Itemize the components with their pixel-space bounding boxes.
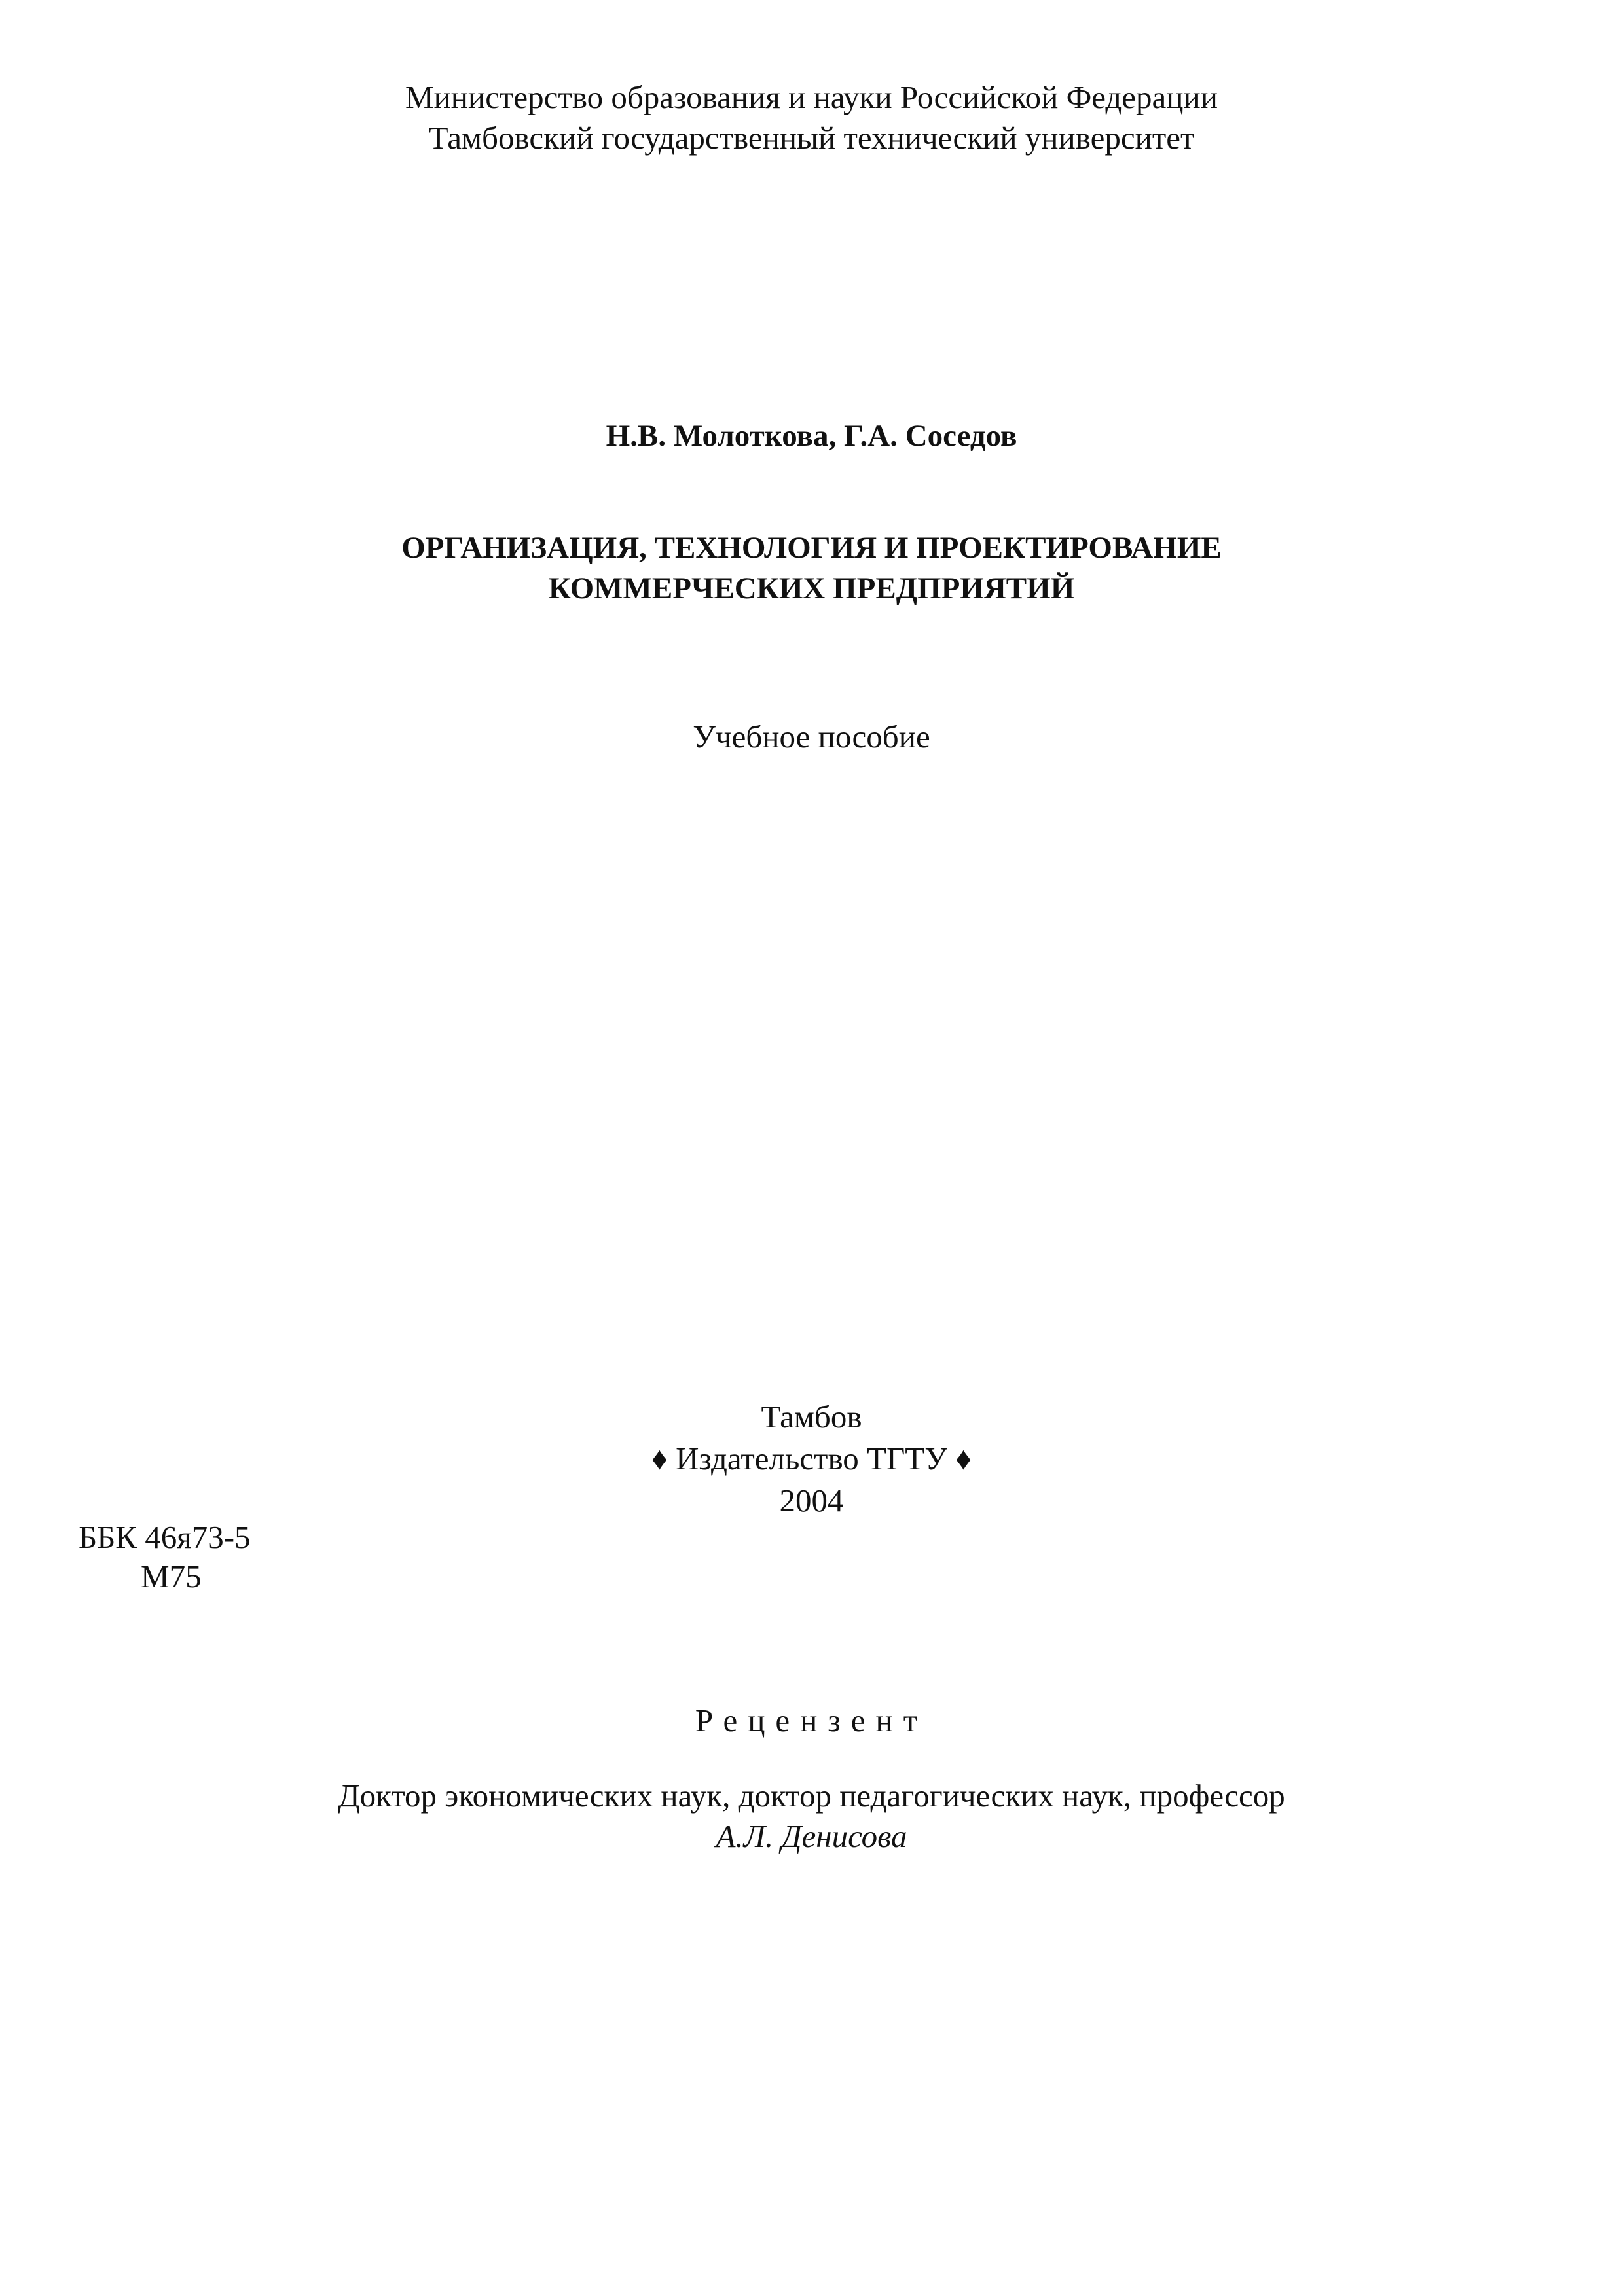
imprint-year: 2004 xyxy=(779,1482,844,1518)
reviewer-heading xyxy=(0,1700,1623,1741)
authors-names: Н.В. Молоткова, Г.А. Соседов xyxy=(606,419,1017,453)
publisher-header xyxy=(0,77,1623,158)
ministry-name: Министерство образования и науки Российской Федерации xyxy=(405,79,1218,115)
reviewer-block xyxy=(0,1776,1623,1857)
reviewer-heading-text: Рецензент xyxy=(695,1702,928,1738)
imprint-publisher: ♦ Издательство ТГТУ ♦ xyxy=(651,1441,972,1477)
reviewer-position: Доктор экономических наук, доктор педагогических наук, профессор xyxy=(338,1778,1285,1814)
imprint-city: Тамбов xyxy=(761,1399,862,1435)
book-type: Учебное пособие xyxy=(693,719,930,755)
book-title-line-2: КОММЕРЧЕСКИХ ПРЕДПРИЯТИЙ xyxy=(548,571,1075,605)
book-subtitle xyxy=(0,717,1623,757)
bbk-code: ББК 46я73-5 xyxy=(79,1519,251,1555)
imprint xyxy=(0,1396,1623,1522)
university-name: Тамбовский государственный технический университет xyxy=(428,120,1195,156)
authors xyxy=(0,416,1623,456)
book-title xyxy=(0,528,1623,609)
reviewer-name: А.Л. Денисова xyxy=(716,1818,907,1854)
book-title-line-1: ОРГАНИЗАЦИЯ, ТЕХНОЛОГИЯ И ПРОЕКТИРОВАНИЕ xyxy=(401,531,1222,565)
classification-codes xyxy=(79,1518,251,1596)
author-mark: М75 xyxy=(141,1558,202,1594)
